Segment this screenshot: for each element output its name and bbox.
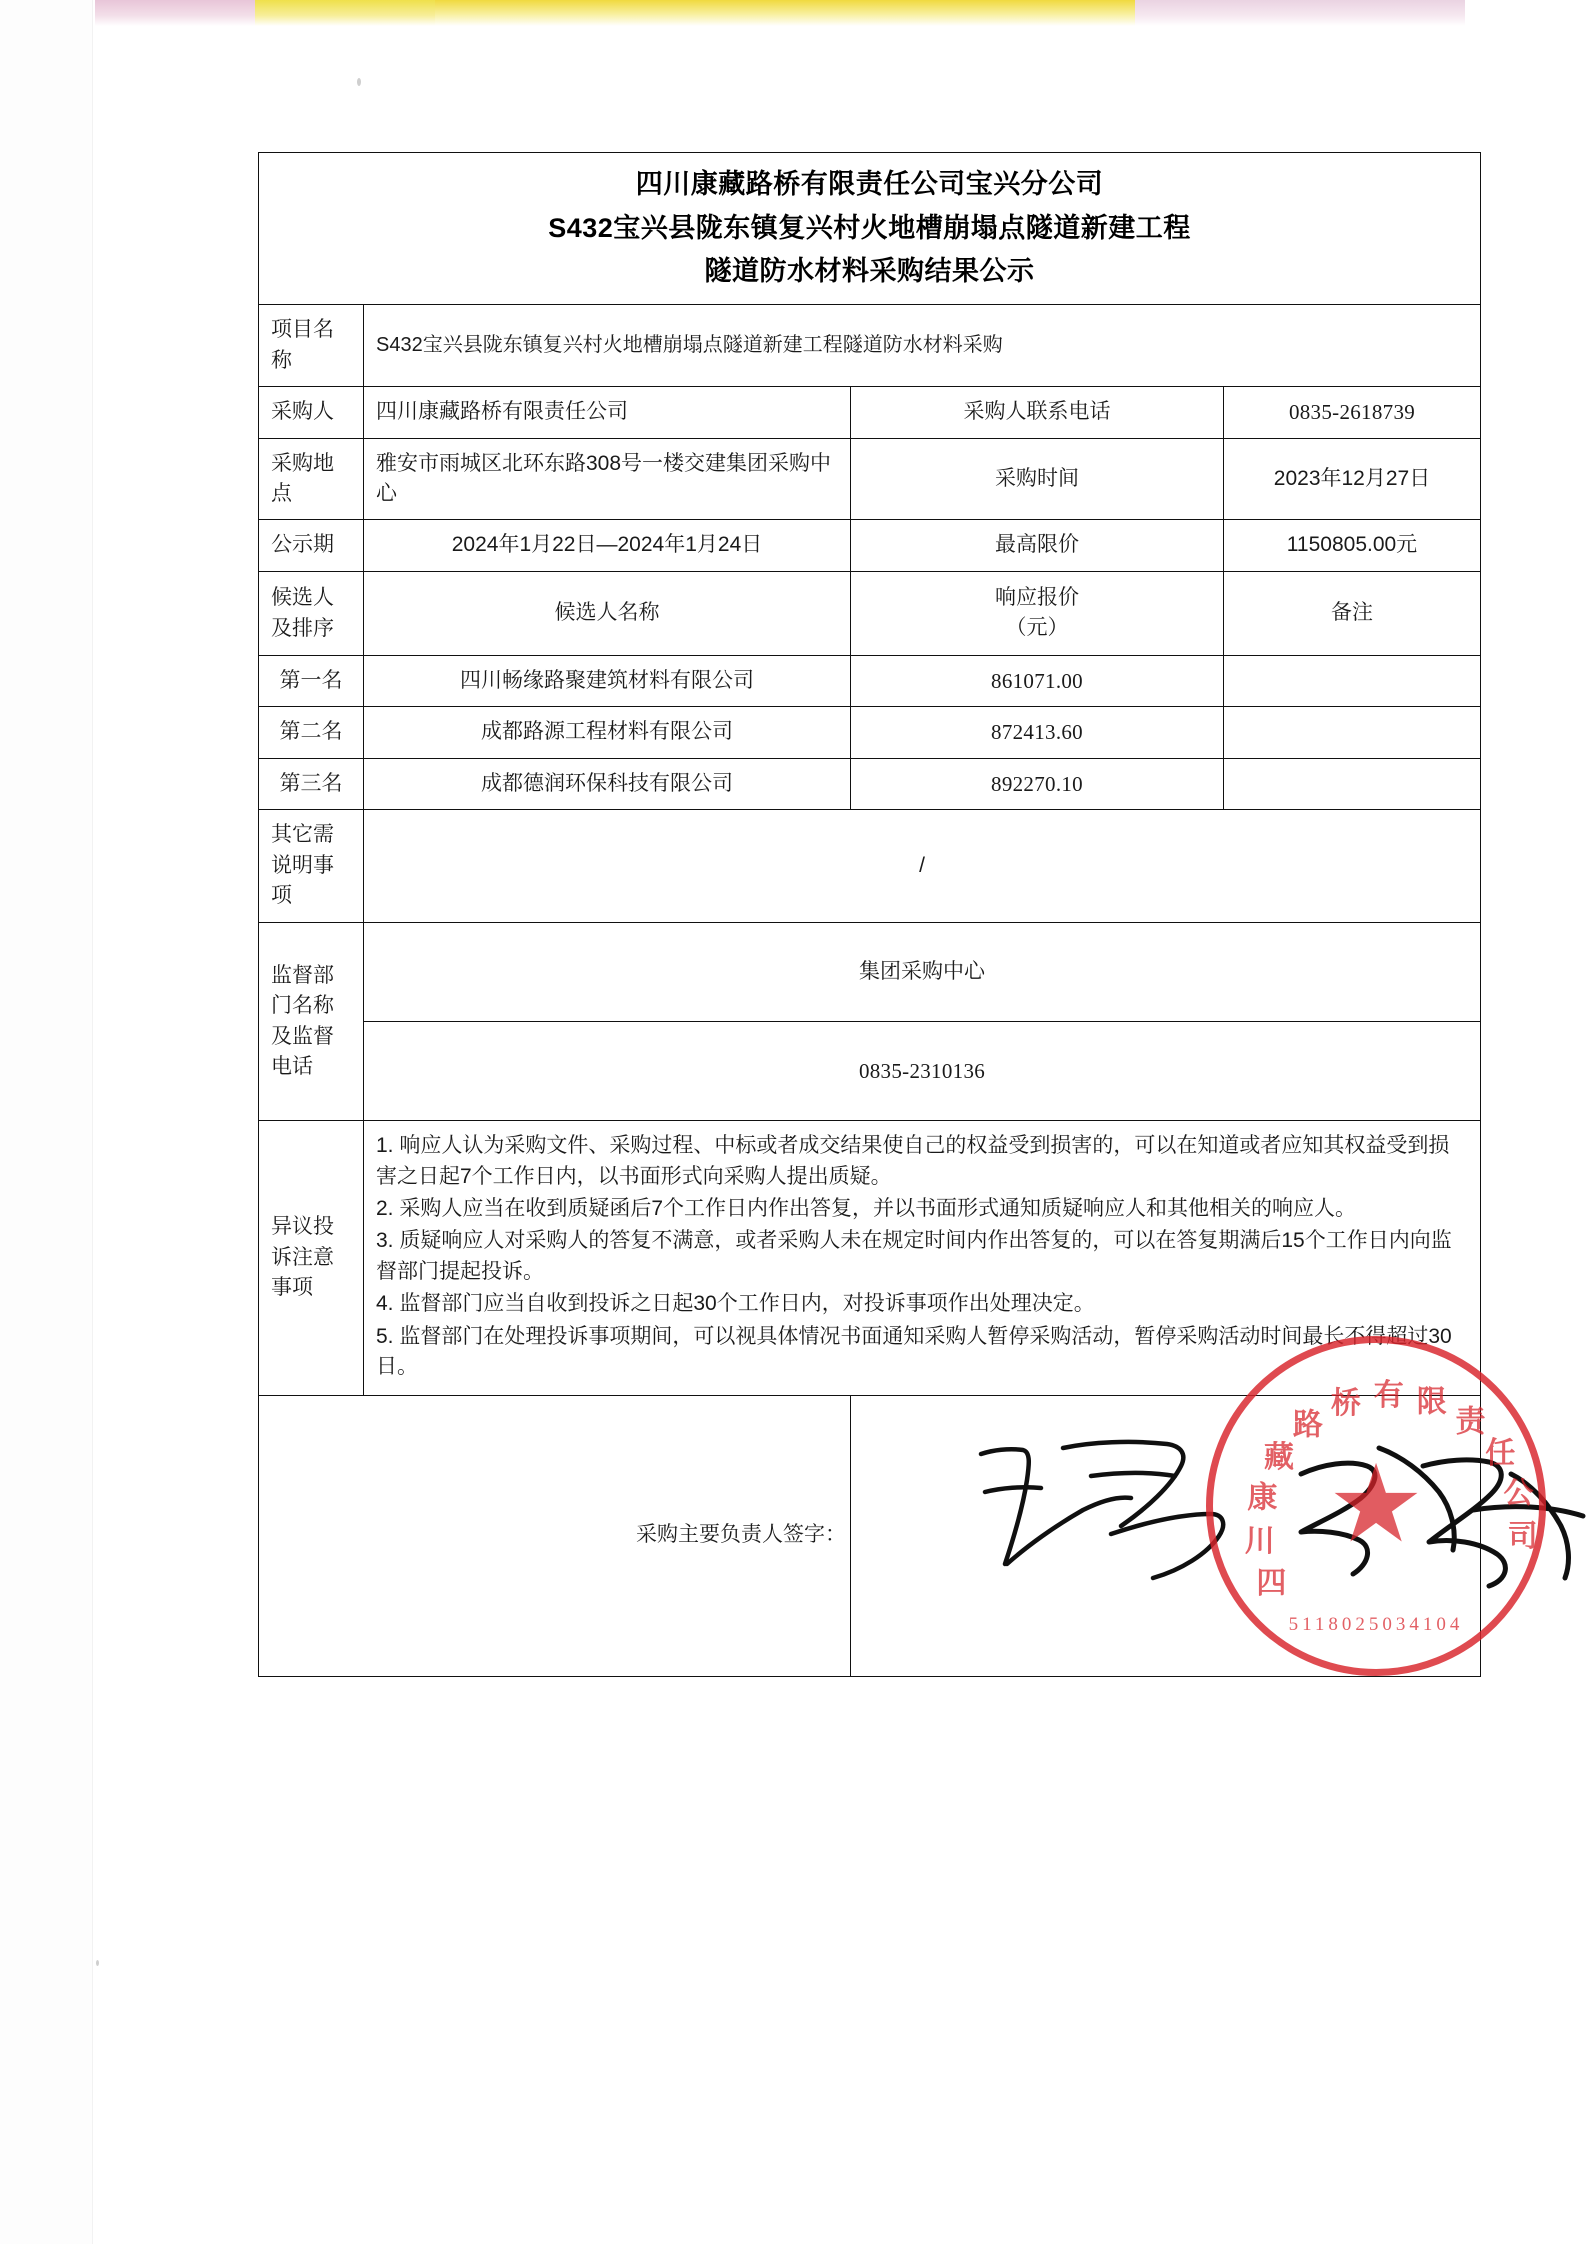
other-notes-label: 其它需说明事项 (259, 810, 364, 923)
remark-label: 备注 (1224, 571, 1481, 655)
candidate-quote: 892270.10 (851, 758, 1224, 809)
document-title (259, 153, 1481, 305)
objection-item: 4. 监督部门应当自收到投诉之日起30个工作日内，对投诉事项作出处理决定。 (376, 1292, 1095, 1316)
candidate-name: 成都路源工程材料有限公司 (364, 707, 851, 758)
candidate-quote: 861071.00 (851, 655, 1224, 706)
seal-char: 四 (1256, 1566, 1287, 1600)
scan-artifact-strip (1135, 0, 1465, 26)
scan-artifact-strip (95, 0, 255, 26)
candidate-rank-label (259, 571, 364, 655)
purchaser-label: 采购人 (259, 387, 364, 438)
seal-star-icon: ★ (1327, 1445, 1425, 1565)
scan-speck (96, 1960, 99, 1966)
candidate-quote: 872413.60 (851, 707, 1224, 758)
publicity-period-label: 公示期 (259, 520, 364, 571)
table-row (259, 707, 1481, 758)
purchaser-phone-value: 0835-2618739 (1224, 387, 1481, 438)
scan-artifact-strip (255, 0, 435, 26)
quote-label-line2: （元） (1005, 616, 1069, 640)
page-left-margin (0, 0, 93, 2244)
seal-inner (1213, 1343, 1539, 1669)
purchaser-row (259, 387, 1481, 438)
signature-label: 采购主要负责人签字： (259, 1395, 851, 1676)
title-row (259, 153, 1481, 305)
project-name-value: S432宝兴县陇东镇复兴村火地槽崩塌点隧道新建工程隧道防水材料采购 (364, 305, 1481, 387)
project-name-label: 项目名称 (259, 305, 364, 387)
announcement-table (258, 152, 1538, 1677)
objection-item: 3. 质疑响应人对采购人的答复不满意，或者采购人未在规定时间内作出答复的，可以在答复期满后15个工作日内向监督部门提起投诉。 (376, 1229, 1452, 1283)
announcement-document (258, 152, 1538, 1677)
other-notes-value: / (364, 810, 1481, 923)
purchase-time-label: 采购时间 (851, 438, 1224, 520)
objection-item: 1. 响应人认为采购文件、采购过程、中标或者成交结果使自己的权益受到损害的，可以在知道或者应知其权益受到损害之日起7个工作日内，以书面形式向采购人提出质疑。 (376, 1134, 1450, 1188)
signature-area (851, 1378, 1538, 1676)
seal-char: 有 (1373, 1378, 1404, 1412)
max-price-value: 1150805.00元 (1224, 520, 1481, 571)
max-price-label: 最高限价 (851, 520, 1224, 571)
seal-char: 限 (1416, 1385, 1447, 1419)
seal-char: 路 (1292, 1408, 1323, 1442)
supervision-phone-row (259, 1022, 1481, 1121)
signature-row (259, 1395, 1481, 1676)
title-line-1: 四川康藏路桥有限责任公司宝兴分公司 (635, 169, 1104, 199)
scan-artifact-strip (435, 0, 1135, 26)
company-seal (1206, 1336, 1546, 1676)
supervision-dept-value: 集团采购中心 (364, 923, 1481, 1022)
seal-char: 藏 (1264, 1440, 1295, 1474)
publicity-period-value: 2024年1月22日—2024年1月24日 (364, 520, 851, 571)
other-notes-row (259, 810, 1481, 923)
seal-code: 5118025034104 (1288, 1614, 1464, 1636)
title-line-2: S432宝兴县陇东镇复兴村火地槽崩塌点隧道新建工程 (548, 212, 1191, 243)
candidate-rank: 第三名 (259, 758, 364, 809)
candidate-remark (1224, 758, 1481, 809)
candidate-name: 四川畅缘路聚建筑材料有限公司 (364, 655, 851, 706)
objection-label: 异议投诉注意事项 (259, 1121, 364, 1396)
table-row (259, 655, 1481, 706)
objection-item: 2. 采购人应当在收到质疑函后7个工作日内作出答复，并以书面形式通知质疑响应人和其他相关的响应人。 (376, 1197, 1357, 1221)
candidate-header-row (259, 571, 1481, 655)
purchase-place-value: 雅安市雨城区北环东路308号一楼交建集团采购中心 (364, 438, 851, 520)
candidate-rank: 第一名 (259, 655, 364, 706)
candidate-name-label: 候选人名称 (364, 571, 851, 655)
seal-char: 公 (1503, 1476, 1534, 1510)
seal-char: 任 (1485, 1436, 1516, 1470)
seal-char: 桥 (1330, 1386, 1361, 1420)
publicity-period-row (259, 520, 1481, 571)
seal-char: 司 (1507, 1519, 1538, 1553)
quote-label (851, 571, 1224, 655)
table-row (259, 758, 1481, 809)
purchase-place-row (259, 438, 1481, 520)
candidate-remark (1224, 655, 1481, 706)
supervision-phone-value: 0835-2310136 (364, 1022, 1481, 1121)
project-name-row (259, 305, 1481, 387)
candidate-name: 成都德润环保科技有限公司 (364, 758, 851, 809)
seal-char: 责 (1455, 1405, 1486, 1439)
seal-char: 川 (1244, 1524, 1275, 1558)
seal-char: 康 (1247, 1480, 1278, 1514)
purchaser-phone-label: 采购人联系电话 (851, 387, 1224, 438)
scan-speck (357, 78, 361, 86)
supervision-dept-row (259, 923, 1481, 1022)
purchase-place-label: 采购地点 (259, 438, 364, 520)
candidate-remark (1224, 707, 1481, 758)
title-line-3: 隧道防水材料采购结果公示 (704, 256, 1035, 287)
candidate-rank: 第二名 (259, 707, 364, 758)
candidate-rank-label-text: 候选人及排序 (271, 585, 334, 641)
quote-label-line1: 响应报价 (995, 585, 1079, 609)
purchase-time-value: 2023年12月27日 (1224, 438, 1481, 520)
objection-item: 5. 监督部门在处理投诉事项期间，可以视具体情况书面通知采购人暂停采购活动，暂停采购活动时间最长不得超过30日。 (376, 1324, 1452, 1379)
purchaser-value: 四川康藏路桥有限责任公司 (364, 387, 851, 438)
supervision-label: 监督部门名称及监督电话 (259, 923, 364, 1121)
